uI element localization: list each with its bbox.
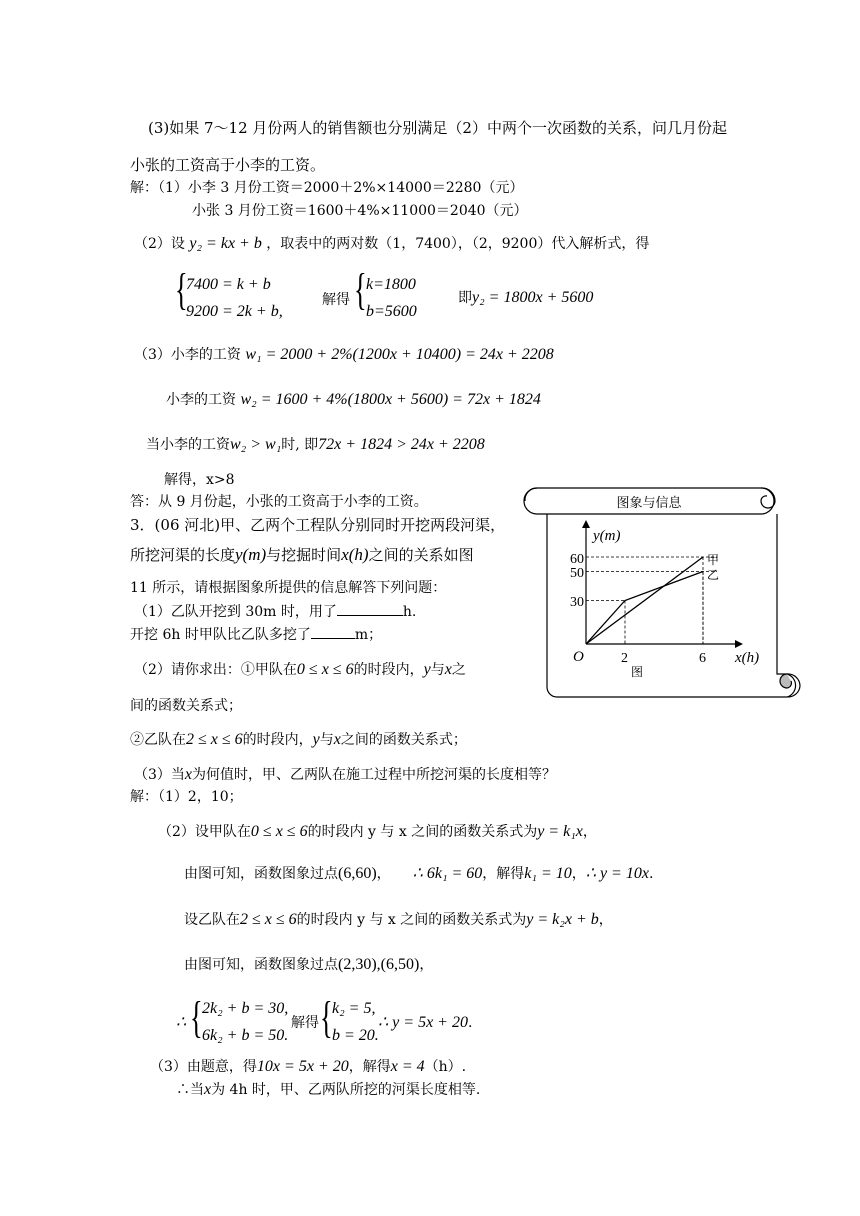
q3-part3-line2: 小张的工资高于小李的工资。: [130, 156, 326, 174]
sys2-result: [378, 1013, 472, 1033]
p3-q2c-x: x: [333, 731, 341, 748]
s3-4-3: ，: [598, 912, 613, 928]
sol1-line1: 解：（1）小李 3 月份工资＝2000＋2%×14000＝2280（元）: [130, 180, 524, 196]
p3-q2a-x: x: [444, 661, 452, 678]
s3-5-2: ，: [419, 957, 434, 973]
s3-2-range: 0 ≤ x ≤ 6: [250, 823, 308, 840]
s3-line7: [176, 1080, 480, 1100]
s3-line5: [184, 955, 433, 975]
sys2-brace: {: [190, 993, 203, 1042]
answer-line: 答：从 9 月份起，小张的工资高于小李的工资。: [130, 494, 428, 510]
origin-label: O: [573, 649, 584, 665]
s3-6-eq: 10x = 5x + 20: [256, 1058, 349, 1075]
sys1-brace: {: [175, 265, 188, 314]
p3-line1: 3．(06 河北)甲、乙两个工程队分别同时开挖两段河渠，: [130, 516, 506, 534]
s3-2-2: 的时段内 y 与 x 之间的函数关系式为: [307, 824, 538, 840]
p3-q2b: 间的函数关系式；: [130, 698, 242, 714]
p3-line3: 11 所示，请根据图象所提供的信息解答下列问题：: [130, 580, 447, 596]
p3-x-unit: x(h): [341, 545, 369, 564]
sys1-sol1: k=1800: [366, 276, 416, 293]
w1-equation: w₁ = 2000 + 2%(1200x + 10400) = 24x + 2208: [245, 346, 554, 363]
s3-3-eq1: ∴ 6k₁ = 60: [412, 865, 483, 882]
p3-q3: [134, 765, 556, 785]
sol2-prefix: （2）设: [134, 236, 185, 252]
s3-line1: 解：（1）2，10；: [130, 789, 243, 805]
w1-line: [134, 345, 554, 365]
s3-2-1: （2）设甲队在: [158, 824, 251, 840]
p3-line2: [130, 545, 474, 565]
solve-x: 解得，x>8: [164, 472, 235, 488]
series-label-yi: 乙: [707, 568, 720, 582]
scroll-title: 图象与信息: [616, 496, 682, 511]
s3-line4: [184, 910, 613, 930]
p3-q2a-3: 与: [430, 662, 445, 678]
sys2-brace-2: {: [320, 993, 333, 1042]
s3-3-pt: (6,60): [338, 865, 377, 882]
p3-q2c-3: 与: [319, 732, 334, 748]
p3-q3-2: 为何值时，甲、乙两队在施工过程中所挖河渠的长度相等？: [192, 767, 557, 783]
s3-7-2: 为 4h 时，甲、乙两队所挖的河渠长度相等.: [211, 1082, 481, 1098]
sys1-eq1: 7400 = k + b: [186, 276, 271, 293]
x-tick-2: 2: [621, 651, 628, 666]
p3-q1b-blank[interactable]: [311, 624, 355, 639]
chart-area: [570, 520, 759, 679]
sys1-result: [458, 288, 593, 308]
w1-prefix: （3）小李的工资: [134, 347, 241, 363]
sys2-eq1: 2k₂ + b = 30,: [202, 1000, 289, 1017]
s3-4-2: 的时段内 y 与 x 之间的函数关系式为: [296, 912, 527, 928]
sys2-solve: 解得: [291, 1015, 319, 1031]
p3-q2c-range: 2 ≤ x ≤ 6: [186, 731, 243, 748]
s3-4-1: 设乙队在: [184, 912, 240, 928]
p3-q1a-end: h.: [402, 604, 417, 620]
p3-q1a: [134, 601, 416, 622]
sys1-eq2: 9200 = 2k + b,: [186, 303, 283, 320]
sys1-sol2: b=5600: [366, 303, 417, 320]
s3-7-1: ∴当: [176, 1082, 204, 1098]
p3-q1a-blank[interactable]: [337, 601, 403, 616]
s3-4-eq: y = k₂x + b: [526, 911, 599, 928]
s3-2-eq: y = k₁x: [537, 823, 583, 840]
p3-q1b-text: 开挖 6h 时甲队比乙队多挖了: [130, 627, 311, 643]
cond-eq: w₂ > w₁: [230, 436, 282, 453]
sol1-line2: 小张 3 月份工资＝1600＋4%×11000＝2040（元）: [192, 203, 528, 219]
w2-line: [166, 390, 541, 410]
scroll-bottom-curl: [780, 674, 791, 688]
s3-6-eq2: x = 4: [390, 1058, 425, 1075]
s3-3-5: .: [648, 866, 654, 882]
s3-3-4: ，: [571, 866, 586, 882]
p3-b3: 之间的关系如图: [368, 546, 474, 564]
s3-line3: [184, 864, 653, 884]
y-axis-label: y(m): [593, 528, 621, 544]
x-axis-label: x(h): [735, 650, 760, 666]
cond-eq2: 72x + 1824 > 24x + 2208: [318, 436, 485, 453]
p3-q1a-text: （1）乙队开挖到 30m 时，用了: [134, 604, 337, 620]
p3-q2c-y: y: [312, 731, 320, 748]
y-axis-arrow: [582, 520, 590, 528]
s3-3-eq2: k₁ = 10: [524, 865, 572, 882]
sys2-therefore: ∴: [176, 1014, 187, 1031]
sol2-suffix: ，取表中的两对数（1，7400），（2，9200）代入解析式，得: [266, 236, 650, 252]
s3-2-3: ，: [582, 824, 597, 840]
series-label-jia: 甲: [707, 553, 720, 567]
p3-b1: 所挖河渠的长度: [130, 546, 236, 564]
s3-line2: [158, 822, 597, 842]
w2-prefix: 小李的工资: [166, 392, 236, 408]
figure-caption: 图: [631, 665, 644, 679]
sol2-line: [134, 234, 649, 254]
s3-3-3: ，解得: [482, 866, 525, 882]
sys1-solve: 解得: [322, 292, 350, 308]
s3-7-x: x: [204, 1081, 212, 1098]
s3-line6: [150, 1057, 466, 1077]
sys2-eq2: 6k₂ + b = 50.: [202, 1027, 289, 1044]
p3-y-unit: y(m): [235, 545, 267, 564]
p3-q1b-end: m；: [354, 627, 383, 643]
sys2-result-eq: ∴ y = 5x + 20: [378, 1014, 468, 1031]
sol2-equation: y₂ = kx + b: [189, 235, 262, 252]
s3-4-range: 2 ≤ x ≤ 6: [240, 911, 297, 928]
p3-q2c-1: ②乙队在: [130, 732, 186, 748]
p3-q3-x: x: [184, 766, 193, 783]
p3-q2a-4: 之: [451, 662, 466, 678]
s3-5-1: 由图可知，函数图象过点: [184, 957, 338, 973]
y-tick-60: 60: [570, 552, 584, 567]
p3-b2: 与挖掘时间: [266, 546, 342, 564]
w2-equation: w₂ = 1600 + 4%(1800x + 5600) = 72x + 1824: [240, 391, 541, 408]
y-tick-30: 30: [570, 595, 584, 610]
s3-3-2: ，: [376, 866, 391, 882]
p3-q2c: [130, 730, 467, 750]
cond-mid: 时, 即: [281, 437, 319, 453]
y-tick-50: 50: [570, 566, 584, 581]
p3-q2c-2: 的时段内，: [242, 732, 313, 748]
sys2-sol1: k₂ = 5,: [332, 1000, 376, 1017]
sys1-brace-2: {: [354, 265, 367, 314]
p3-q2a-2: 的时段内，: [353, 662, 424, 678]
cond-prefix: 当小李的工资: [146, 437, 230, 453]
sys1-result-eq: y₂ = 1800x + 5600: [472, 289, 594, 306]
p3-q1b: [130, 624, 382, 645]
sys2-dot: .: [467, 1015, 473, 1031]
p3-q2a: [134, 660, 466, 680]
scroll-body: [547, 514, 796, 697]
guide-lines: [586, 557, 720, 644]
s3-6-2: ，解得: [348, 1059, 391, 1075]
scroll-figure: [515, 484, 810, 709]
x-tick-6: 6: [699, 651, 706, 666]
p3-q2a-1: （2）请你求出：①甲队在: [134, 662, 297, 678]
s3-3-1: 由图可知，函数图象过点: [184, 866, 338, 882]
s3-6-3: （h）.: [424, 1059, 467, 1075]
series-line-1: [586, 572, 703, 645]
p3-q3-1: （3）当: [134, 767, 185, 783]
q3-part3-line1: (3)如果 7～12 月份两人的销售额也分别满足（2）中两个一次函数的关系，问几月份起: [148, 119, 727, 137]
s3-6-1: （3）由题意，得: [150, 1059, 257, 1075]
cond-line: [146, 435, 485, 455]
sys1-result-prefix: 即: [458, 290, 472, 306]
p3-q2c-4: 之间的函数关系式；: [340, 732, 467, 748]
x-axis-arrow: [735, 640, 743, 648]
s3-5-pt: (2,30),(6,50): [338, 956, 420, 973]
s3-3-eq3: ∴ y = 10x: [585, 865, 649, 882]
p3-q2a-range: 0 ≤ x ≤ 6: [296, 661, 354, 678]
p3-q2a-y: y: [423, 661, 431, 678]
sys2-sol2: b = 20.: [332, 1027, 379, 1044]
